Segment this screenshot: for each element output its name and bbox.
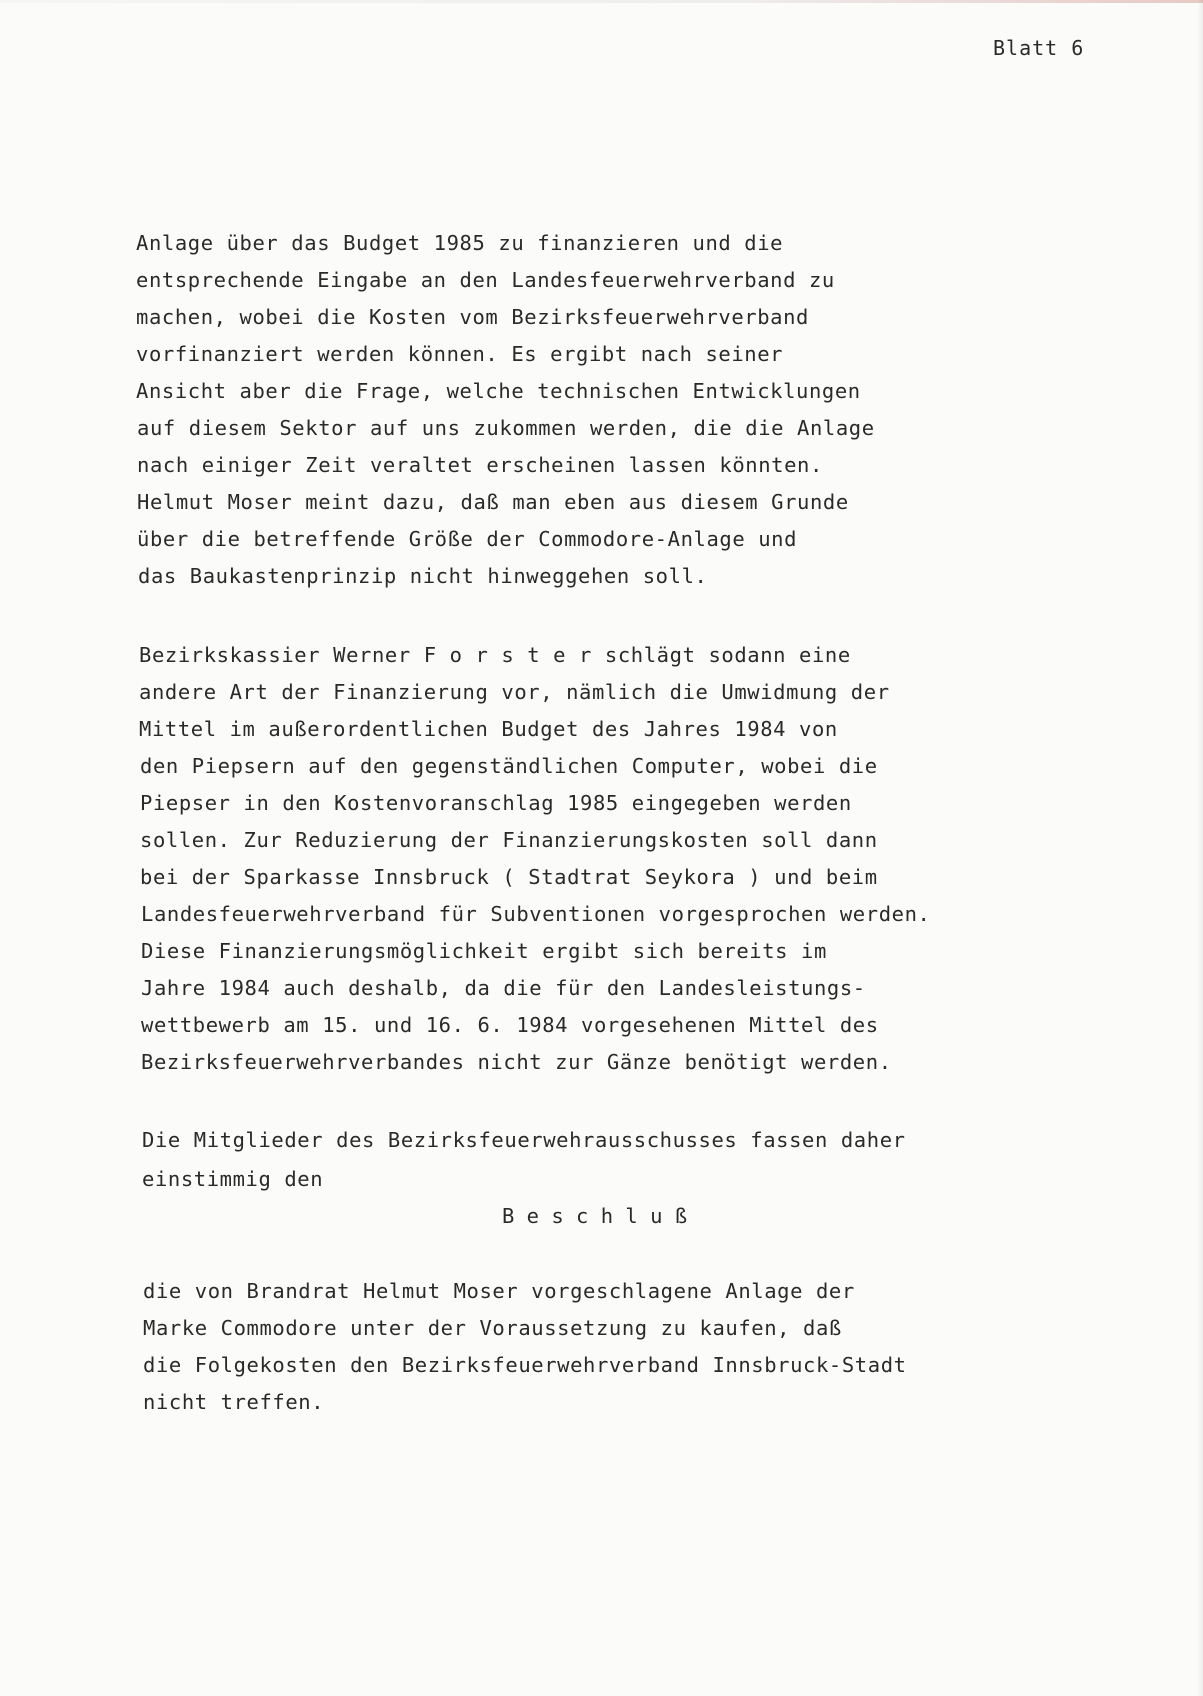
paragraph-3-line: Die Mitglieder des Bezirksfeuerwehrausschusses fassen daher (142, 1128, 906, 1152)
paragraph-2-line: wettbewerb am 15. und 16. 6. 1984 vorgesehenen Mittel des (141, 1013, 879, 1037)
paragraph-2-line: Jahre 1984 auch deshalb, da die für den Landesleistungs- (141, 976, 866, 1000)
paragraph-2-line: sollen. Zur Reduzierung der Finanzierungskosten soll dann (140, 828, 878, 852)
paragraph-2-line: Bezirksfeuerwehrverbandes nicht zur Gänze benötigt werden. (141, 1050, 892, 1074)
paragraph-2-line: Diese Finanzierungsmöglichkeit ergibt sich bereits im (141, 939, 827, 963)
paragraph-1-line: nach einiger Zeit veraltet erscheinen lassen könnten. (137, 453, 823, 477)
paragraph-1-line: das Baukastenprinzip nicht hinweggehen soll. (138, 564, 708, 588)
paragraph-3-line: einstimmig den (142, 1167, 324, 1191)
paragraph-2-line: bei der Sparkasse Innsbruck ( Stadtrat Seykora ) und beim (140, 865, 878, 889)
paragraph-2-line: Landesfeuerwehrverband für Subventionen vorgesprochen werden. (141, 902, 931, 926)
paragraph-1-line: Anlage über das Budget 1985 zu finanzieren und die (136, 231, 784, 255)
paragraph-2-line: Mittel im außerordentlichen Budget des Jahres 1984 von (139, 717, 838, 741)
paragraph-1-line: Ansicht aber die Frage, welche technischen Entwicklungen (136, 379, 861, 403)
paragraph-2-line: den Piepsern auf den gegenständlichen Computer, wobei die (140, 754, 878, 778)
page-right-edge (1197, 0, 1203, 1696)
resolution-heading: B e s c h l u ß (502, 1204, 688, 1228)
paragraph-1-line: entsprechende Eingabe an den Landesfeuerwehrverband zu (136, 268, 835, 292)
resolution-line: nicht treffen. (143, 1390, 325, 1414)
paragraph-2-line: andere Art der Finanzierung vor, nämlich die Umwidmung der (139, 680, 890, 704)
paragraph-1-line: über die betreffende Größe der Commodore-Anlage und (137, 527, 798, 551)
paragraph-2-line: Bezirkskassier Werner F o r s t e r schlägt sodann eine (139, 643, 851, 667)
resolution-line: Marke Commodore unter der Voraussetzung zu kaufen, daß (143, 1316, 842, 1340)
paragraph-1-line: vorfinanziert werden können. Es ergibt nach seiner (136, 342, 784, 366)
paragraph-1-line: Helmut Moser meint dazu, daß man eben aus diesem Grunde (137, 490, 849, 514)
paragraph-1-line: machen, wobei die Kosten vom Bezirksfeuerwehrverband (136, 305, 809, 329)
resolution-line: die Folgekosten den Bezirksfeuerwehrverband Innsbruck-Stadt (143, 1353, 907, 1377)
paragraph-2-line: Piepser in den Kostenvoranschlag 1985 eingegeben werden (140, 791, 852, 815)
resolution-line: die von Brandrat Helmut Moser vorgeschlagene Anlage der (143, 1279, 855, 1303)
page-top-edge (0, 0, 1203, 3)
page-number: Blatt 6 (993, 36, 1085, 60)
paragraph-1-line: auf diesem Sektor auf uns zukommen werden, die die Anlage (137, 416, 875, 440)
